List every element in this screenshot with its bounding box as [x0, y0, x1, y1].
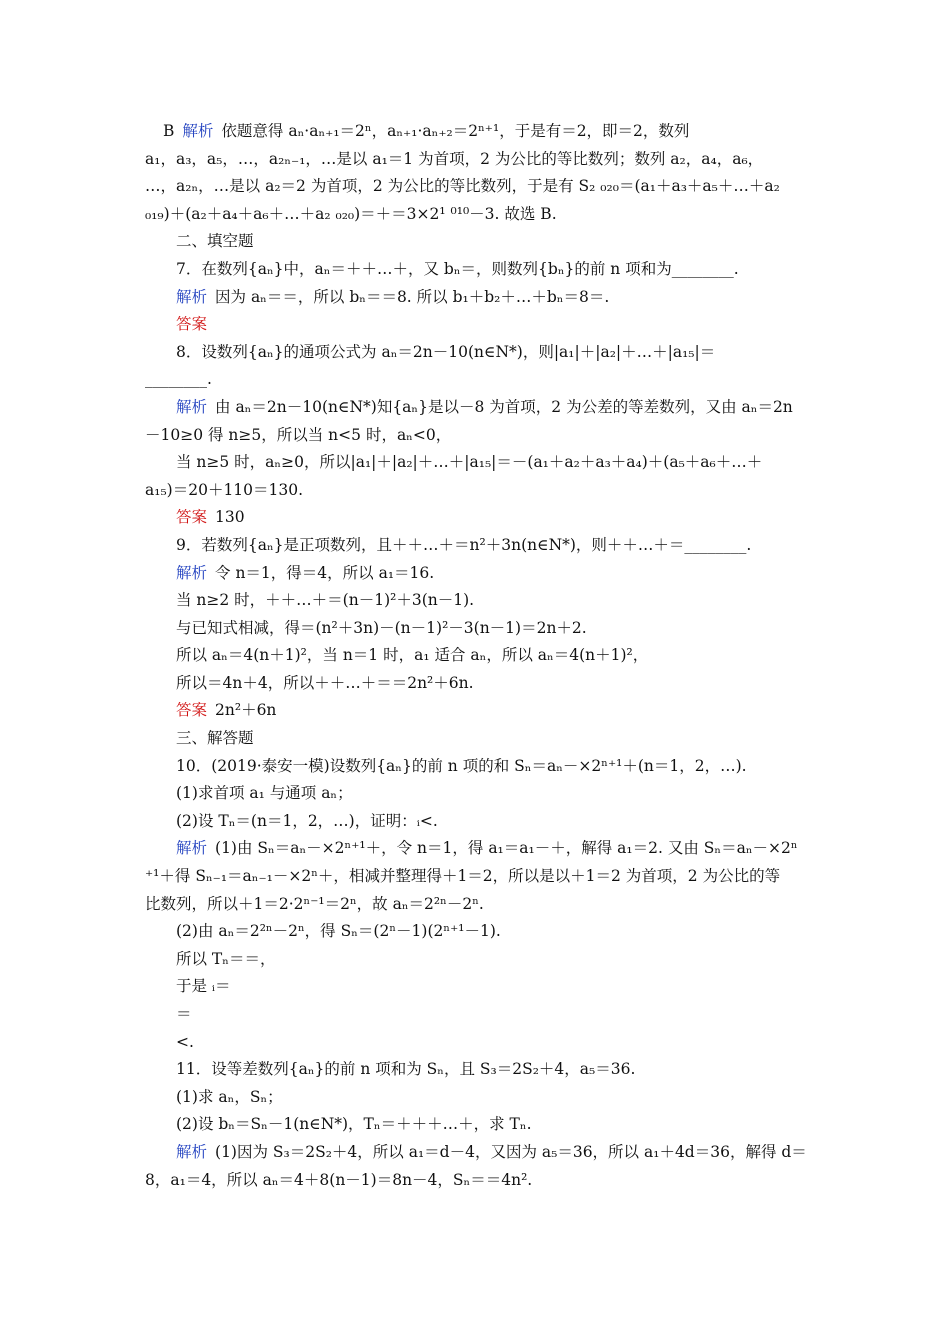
- text-line: [145, 477, 810, 505]
- line-text: <.: [176, 1032, 194, 1051]
- text-line: [145, 201, 810, 229]
- answer-label: 答案: [176, 701, 208, 720]
- text-line: [145, 918, 810, 946]
- text-line: [145, 1139, 810, 1167]
- line-text: 当 n≥2 时，＋＋…＋＝(n－1)²＋3(n－1).: [176, 591, 475, 610]
- text-line: [145, 311, 810, 339]
- line-text: 令 n＝1，得＝4，所以 a₁＝16.: [215, 563, 435, 582]
- line-text: 130: [215, 508, 245, 527]
- line-text: (1)求 aₙ，Sₙ；: [176, 1087, 283, 1106]
- line-text: 当 n≥5 时，aₙ≥0，所以|a₁|＋|a₂|＋…＋|a₁₅|＝－(a₁＋a₂＋a₃＋a₄)＋(a₅＋a₆＋…＋: [176, 453, 763, 472]
- line-text: 8．设数列{aₙ}的通项公式为 aₙ＝2n－10(n∈N*)，则|a₁|＋|a₂|＋…＋|a₁₅|＝: [176, 342, 716, 361]
- document-page: [145, 118, 810, 1194]
- text-line: [145, 973, 810, 1001]
- text-line: [145, 835, 810, 863]
- line-text: (2)设 bₙ＝Sₙ－1(n∈N*)，Tₙ＝＋＋＋…＋，求 Tₙ.: [176, 1115, 532, 1134]
- text-line: [145, 863, 810, 891]
- line-text: 10．(2019·泰安一模)设数列{aₙ}的前 n 项的和 Sₙ＝aₙ－×2ⁿ⁺¹＋(n＝1，2，…).: [176, 756, 747, 775]
- line-text: 依题意得 aₙ·aₙ₊₁＝2ⁿ，aₙ₊₁·aₙ₊₂＝2ⁿ⁺¹，于是有＝2，即＝2，数列: [221, 122, 690, 140]
- line-text: 8，a₁＝4，所以 aₙ＝4＋8(n－1)＝8n－4，Sₙ＝＝4n².: [145, 1170, 533, 1189]
- text-line: [145, 808, 810, 836]
- text-line: [145, 753, 810, 781]
- line-text: (2)设 Tₙ＝(n＝1，2，…)，证明：ᵢ<.: [176, 811, 438, 830]
- line-text: 所以 Tₙ＝＝，: [176, 949, 276, 968]
- text-line: [145, 670, 810, 698]
- text-line: [145, 394, 810, 422]
- analysis-label: 解析: [182, 122, 214, 140]
- line-text: a₁，a₃，a₅，…，a₂ₙ₋₁，…是以 a₁＝1 为首项，2 为公比的等比数列；数列 a₂，a₄，a₆，: [145, 149, 764, 168]
- text-line: [145, 284, 810, 312]
- line-text: 7．在数列{aₙ}中，aₙ＝＋＋…＋，又 bₙ＝，则数列{bₙ}的前 n 项和为________.: [176, 259, 739, 278]
- line-text: 三、解答题: [176, 729, 254, 748]
- text-line: [145, 118, 810, 146]
- line-text: 11．设等差数列{aₙ}的前 n 项和为 Sₙ，且 S₃＝2S₂＋4，a₅＝36.: [176, 1060, 636, 1079]
- text-line: [145, 1167, 810, 1195]
- answer-label: 答案: [176, 315, 208, 334]
- text-line: [145, 1056, 810, 1084]
- text-line: [145, 422, 810, 450]
- line-text: 因为 aₙ＝＝，所以 bₙ＝＝8. 所以 b₁＋b₂＋…＋bₙ＝8＝.: [215, 287, 610, 306]
- line-text: a₁₅)＝20＋110＝130.: [145, 480, 304, 499]
- line-text: 比数列，所以＋1＝2·2ⁿ⁻¹＝2ⁿ，故 aₙ＝2²ⁿ－2ⁿ.: [145, 894, 484, 913]
- line-text: 于是 ᵢ＝: [176, 977, 231, 996]
- text-line: [145, 366, 810, 394]
- text-line: [145, 560, 810, 588]
- text-line: [145, 946, 810, 974]
- line-text: ⁺¹＋得 Sₙ₋₁＝aₙ₋₁－×2ⁿ＋，相减并整理得＋1＝2，所以是以＋1＝2 为首项，2 为公比的等: [145, 867, 781, 886]
- text-line: [145, 1029, 810, 1057]
- text-line: [145, 1001, 810, 1029]
- answer-choice: B: [163, 122, 175, 140]
- line-text: ________.: [145, 370, 212, 389]
- line-text: 由 aₙ＝2n－10(n∈N*)知{aₙ}是以－8 为首项，2 为公差的等差数列，又由 aₙ＝2n: [215, 397, 793, 416]
- text-line: [145, 587, 810, 615]
- text-line: [145, 228, 810, 256]
- answer-label: 答案: [176, 508, 208, 527]
- text-line: [145, 146, 810, 174]
- text-line: [145, 173, 810, 201]
- analysis-label: 解析: [176, 287, 208, 306]
- line-text: (2)由 aₙ＝2²ⁿ－2ⁿ，得 Sₙ＝(2ⁿ－1)(2ⁿ⁺¹－1).: [176, 922, 501, 941]
- text-line: [145, 725, 810, 753]
- line-text: 所以 aₙ＝4(n＋1)²，当 n＝1 时，a₁ 适合 aₙ，所以 aₙ＝4(n＋1)²，: [176, 646, 649, 665]
- analysis-label: 解析: [176, 397, 208, 416]
- analysis-label: 解析: [176, 1142, 208, 1161]
- text-line: [145, 615, 810, 643]
- text-line: [145, 504, 810, 532]
- text-line: [145, 1111, 810, 1139]
- analysis-label: 解析: [176, 563, 208, 582]
- text-line: [145, 780, 810, 808]
- text-line: [145, 449, 810, 477]
- text-line: [145, 1084, 810, 1112]
- line-text: (1)由 Sₙ＝aₙ－×2ⁿ⁺¹＋，令 n＝1，得 a₁＝a₁－＋，解得 a₁＝2. 又由 Sₙ＝aₙ－×2ⁿ: [215, 839, 798, 858]
- text-line: [145, 697, 810, 725]
- line-text: 与已知式相减，得＝(n²＋3n)－(n－1)²－3(n－1)＝2n＋2.: [176, 618, 587, 637]
- analysis-label: 解析: [176, 839, 208, 858]
- text-line: [145, 256, 810, 284]
- line-text: 9．若数列{aₙ}是正项数列，且＋＋…＋＝n²＋3n(n∈N*)，则＋＋…＋＝________.: [176, 535, 752, 554]
- line-text: ₀₁₉)＋(a₂＋a₄＋a₆＋…＋a₂ ₀₂₀)＝＋＝3×2¹ ⁰¹⁰－3. 故选 B.: [145, 204, 557, 223]
- text-line: [145, 532, 810, 560]
- line-text: －10≥0 得 n≥5，所以当 n<5 时，aₙ<0，: [145, 425, 452, 444]
- text-line: [145, 642, 810, 670]
- line-text: 所以＝4n＋4，所以＋＋…＋＝＝2n²＋6n.: [176, 673, 474, 692]
- line-text: …，a₂ₙ，…是以 a₂＝2 为首项，2 为公比的等比数列，于是有 S₂ ₀₂₀＝(a₁＋a₃＋a₅＋…＋a₂: [145, 177, 780, 196]
- text-line: [145, 891, 810, 919]
- line-text: 2n²＋6n: [215, 701, 277, 720]
- text-line: [145, 339, 810, 367]
- line-text: 二、填空题: [176, 232, 254, 251]
- line-text: (1)因为 S₃＝2S₂＋4，所以 a₁＝d－4，又因为 a₅＝36，所以 a₁＋4d＝36，解得 d＝: [215, 1142, 807, 1161]
- line-text: (1)求首项 a₁ 与通项 aₙ；: [176, 784, 353, 803]
- line-text: ＝: [176, 1005, 192, 1023]
